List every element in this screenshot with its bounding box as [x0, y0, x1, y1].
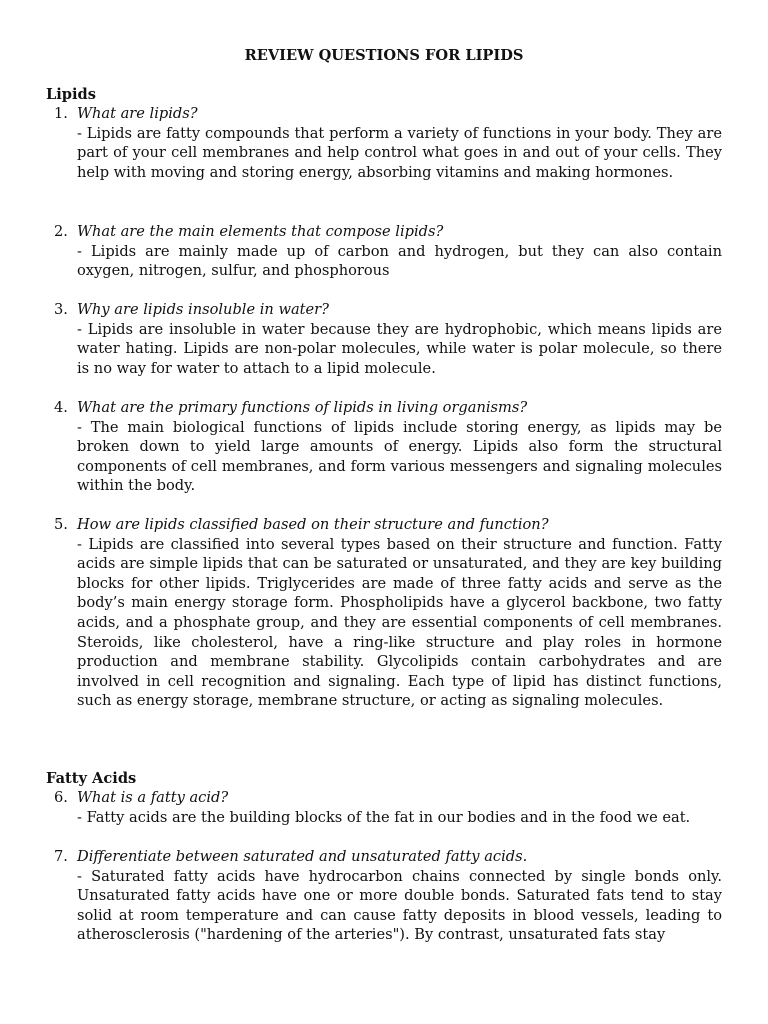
question-number: 1. — [54, 105, 68, 122]
question-number: 5. — [54, 516, 68, 533]
answer-text: - Lipids are insoluble in water because they are hydrophobic, which means lipids are water hating. Lipids are non-polar molecules, while water is polar molecule, so there is no way for water to attach to a lipid molecule. — [77, 320, 722, 377]
question-text: What are the main elements that compose lipids? — [77, 223, 444, 240]
answer-text: - Lipids are classified into several types based on their structure and function. Fatty acids are simple lipids that can be saturated or unsaturated, and they are key building blocks for other lipids. Triglycerides are made of three fatty acids and serve as the body’s main energy storage form. Phospholipids have a glycerol backbone, two fatty acids, and a phosphate group, and they are essential components of cell membranes. Steroids, like cholesterol, have a ring-like structure and play roles in hormone production and membrane stability. Glycolipids contain carbohydrates and are involved in cell recognition and signaling. Each type of lipid has distinct functions, such as energy storage, membrane structure, or acting as signaling molecules. — [77, 535, 722, 710]
question-item-4 — [46, 398, 722, 496]
question-item-3 — [46, 300, 722, 378]
question-number: 6. — [54, 789, 68, 806]
question-item-5 — [46, 515, 722, 711]
question-number: 2. — [54, 223, 68, 240]
question-item-2 — [46, 222, 722, 281]
question-text: Differentiate between saturated and unsaturated fatty acids. — [77, 848, 528, 865]
document-title: REVIEW QUESTIONS FOR LIPIDS — [244, 47, 524, 64]
question-text: What are the primary functions of lipids in living organisms? — [77, 399, 528, 416]
question-number: 7. — [54, 848, 68, 865]
question-item-1 — [46, 104, 722, 182]
answer-text: - The main biological functions of lipids include storing energy, as lipids may be broken down to yield large amounts of energy. Lipids also form the structural components of cell membranes, and form various messengers and signaling molecules within the body. — [77, 418, 722, 495]
question-number: 4. — [54, 399, 68, 416]
answer-text: - Lipids are mainly made up of carbon and hydrogen, but they can also contain oxygen, nitrogen, sulfur, and phosphorous — [77, 242, 722, 280]
question-text: What are lipids? — [77, 105, 198, 122]
question-text: How are lipids classified based on their structure and function? — [77, 516, 549, 533]
question-item-7 — [46, 847, 722, 945]
answer-text: - Lipids are fatty compounds that perform a variety of functions in your body. They are part of your cell membranes and help control what goes in and out of your cells. They help with moving and storing energy, absorbing vitamins and making hormones. — [77, 124, 722, 181]
question-text: Why are lipids insoluble in water? — [77, 301, 329, 318]
section-heading-fatty-acids: Fatty Acids — [46, 770, 137, 787]
answer-text: - Saturated fatty acids have hydrocarbon chains connected by single bonds only. Unsaturated fatty acids have one or more double bonds. Saturated fats tend to stay solid at room temperature and can cause fatty deposits in blood vessels, leading to atherosclerosis ("hardening of the arteries"). By contrast, unsaturated fats stay — [77, 867, 722, 944]
question-text: What is a fatty acid? — [77, 789, 229, 806]
question-number: 3. — [54, 301, 68, 318]
question-item-6 — [46, 788, 722, 827]
section-heading-lipids: Lipids — [46, 86, 96, 103]
answer-text: - Fatty acids are the building blocks of the fat in our bodies and in the food we eat. — [77, 808, 691, 826]
